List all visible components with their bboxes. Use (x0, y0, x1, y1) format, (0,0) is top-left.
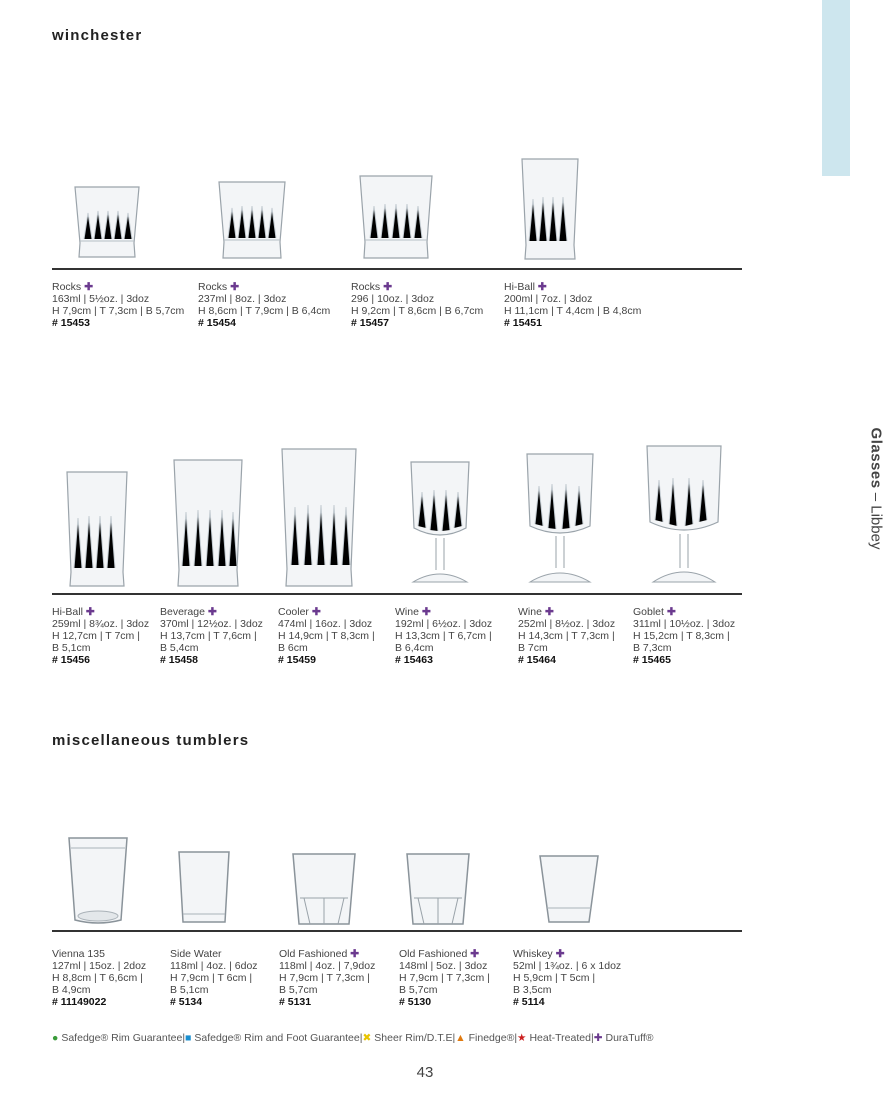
product-card: Wine ✚ 252ml | 8½oz. | 3doz H 14,3cm | T 7,3cm | B 7cm # 15464 (518, 606, 616, 666)
legend-item: ● Safedge® Rim Guarantee (52, 1032, 183, 1044)
legend-item: ✖ Sheer Rim/D.T.E (362, 1032, 453, 1044)
duratuff-icon: ✚ (383, 281, 392, 293)
purple-plus-icon: ✚ (593, 1032, 603, 1044)
section-title-winchester: winchester (52, 27, 143, 44)
product-card: Cooler ✚ 474ml | 16oz. | 3doz H 14,9cm | T 8,3cm | B 6cm # 15459 (278, 606, 375, 666)
product-card: Rocks ✚ 163ml | 5½oz. | 3doz H 7,9cm | T 7,3cm | B 5,7cm # 15453 (52, 281, 185, 329)
product-card: Hi-Ball ✚ 259ml | 8¾oz. | 3doz H 12,7cm | T 7cm | B 5,1cm # 15456 (52, 606, 150, 666)
duratuff-icon: ✚ (84, 281, 93, 293)
glass-image-15457 (357, 172, 435, 264)
glass-image-5130 (404, 850, 472, 930)
product-card: Rocks ✚ 237ml | 8oz. | 3doz H 8,6cm | T 7,9cm | B 6,4cm # 15454 (198, 281, 331, 329)
orange-triangle-icon: ▲ (455, 1032, 466, 1044)
product-card: Old Fashioned ✚ 118ml | 4oz. | 7,9doz H 7,9cm | T 7,3cm | B 5,7cm # 5131 (279, 948, 376, 1008)
legend-item: ▲ Finedge® (455, 1032, 515, 1044)
glass-image-15458 (171, 456, 245, 590)
glass-image-15454 (216, 178, 288, 264)
glass-image-5134 (176, 848, 232, 928)
duratuff-icon: ✚ (311, 606, 321, 618)
glass-image-15453 (72, 183, 142, 263)
legend-item: ✚ DuraTuff® (593, 1032, 654, 1044)
row-divider (52, 930, 742, 932)
duratuff-icon: ✚ (666, 606, 676, 618)
glass-image-15456 (64, 468, 130, 590)
duratuff-icon: ✚ (555, 948, 565, 960)
product-card: Goblet ✚ 311ml | 10½oz. | 3doz H 15,2cm | T 8,3cm | B 7,3cm # 15465 (633, 606, 736, 666)
product-card: Old Fashioned ✚ 148ml | 5oz. | 3doz H 7,9cm | T 7,3cm | B 5,7cm # 5130 (399, 948, 490, 1008)
glass-image-15451 (519, 155, 581, 263)
glass-image-5131 (290, 850, 358, 930)
glass-image-15464 (522, 450, 598, 588)
yellow-cross-icon: ✖ (362, 1032, 372, 1044)
legend-item: ★ Heat-Treated (517, 1032, 591, 1044)
legend-item: ■ Safedge® Rim and Foot Guarantee (185, 1032, 360, 1044)
product-card: Side Water 118ml | 4oz. | 6doz H 7,9cm | T 6cm | B 5,1cm # 5134 (170, 948, 258, 1008)
duratuff-icon: ✚ (537, 281, 547, 293)
duratuff-icon: ✚ (350, 948, 360, 960)
product-card: Wine ✚ 192ml | 6½oz. | 3doz H 13,3cm | T 6,7cm | B 6,4cm # 15463 (395, 606, 493, 666)
product-card: Whiskey ✚ 52ml | 1¾oz. | 6 x 1doz H 5,9cm | T 5cm | B 3,5cm # 5114 (513, 948, 622, 1008)
glass-image-15459 (279, 445, 359, 590)
red-star-icon: ★ (517, 1032, 527, 1044)
page-number: 43 (416, 1064, 434, 1081)
section-title-misc: miscellaneous tumblers (52, 732, 250, 749)
legend: ● Safedge® Rim Guarantee|■ Safedge® Rim and Foot Guarantee|✖ Sheer Rim/D.T.E|▲ Finedge®|★ Heat-Treated|✚ DuraTuff® (52, 1032, 654, 1044)
green-circle-icon: ● (52, 1032, 59, 1044)
row-divider (52, 268, 742, 270)
product-card: Rocks ✚ 296 | 10oz. | 3doz H 9,2cm | T 8,6cm | B 6,7cm # 15457 (351, 281, 484, 329)
duratuff-icon: ✚ (470, 948, 480, 960)
section-color-tab (822, 0, 850, 176)
glass-image-15463 (405, 458, 475, 588)
glass-image-15465 (643, 442, 725, 588)
row-divider (52, 593, 742, 595)
duratuff-icon: ✚ (85, 606, 95, 618)
blue-square-icon: ■ (185, 1032, 192, 1044)
duratuff-icon: ✚ (230, 281, 239, 293)
side-section-label: Glasses – Libbey (867, 427, 884, 550)
glass-image-5114 (537, 852, 601, 928)
duratuff-icon: ✚ (207, 606, 217, 618)
product-card: Beverage ✚ 370ml | 12½oz. | 3doz H 13,7cm | T 7,6cm | B 5,4cm # 15458 (160, 606, 263, 666)
product-card: Hi-Ball ✚ 200ml | 7oz. | 3doz H 11,1cm | T 4,4cm | B 4,8cm # 15451 (504, 281, 642, 329)
product-card: Vienna 135 127ml | 15oz. | 2doz H 8,8cm | T 6,6cm | B 4,9cm # 11149022 (52, 948, 147, 1008)
glass-image-11149022 (66, 834, 130, 928)
duratuff-icon: ✚ (421, 606, 431, 618)
duratuff-icon: ✚ (544, 606, 554, 618)
